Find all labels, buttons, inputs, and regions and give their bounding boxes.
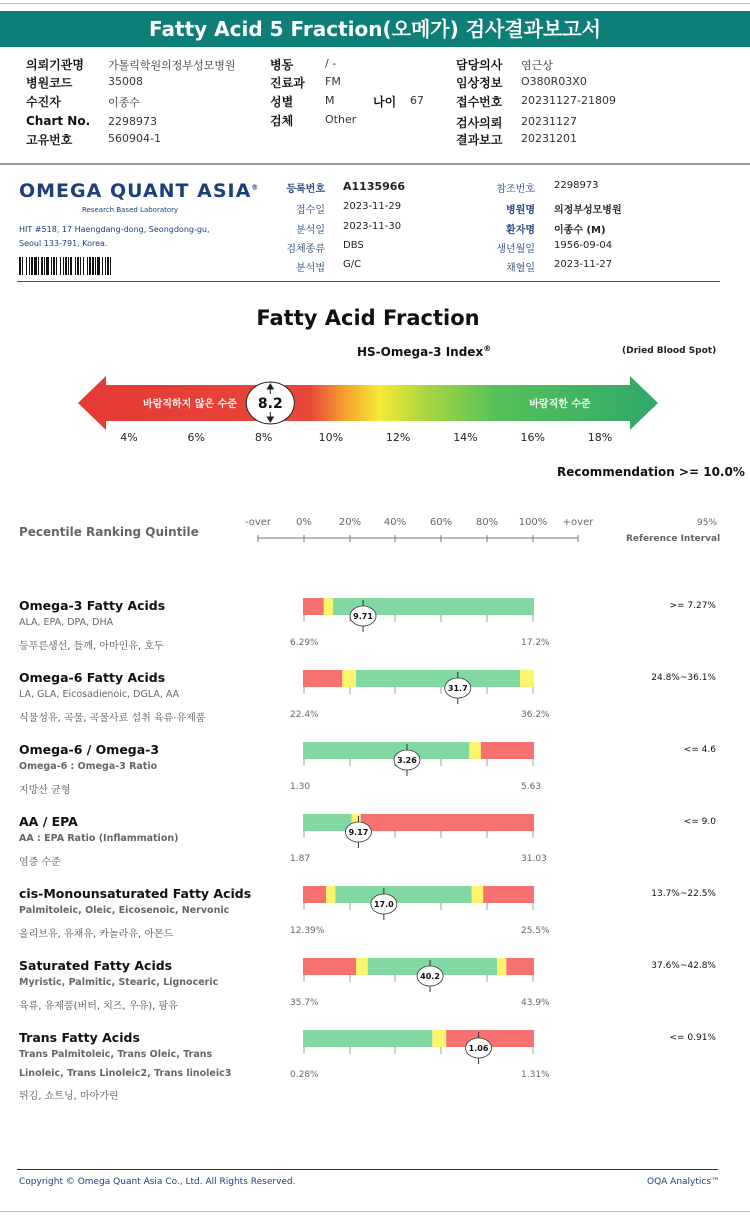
header-right-label: 접수번호 [456,95,503,109]
bar-segment [326,886,335,903]
lab-right-value: 2298973 [554,180,599,191]
row-reference-range: >= 7.27% [669,601,716,611]
row-reference-range: 24.8%~36.1% [651,673,716,683]
header-left-value: 가톨릭학원의정부성모병원 [108,59,236,72]
value-label: 9.17 [348,828,369,837]
row-max: 17.2% [521,638,550,648]
row-min: 1.87 [290,854,311,864]
row-reference-range: <= 9.0 [683,817,716,827]
lab-mid-value: DBS [343,240,364,251]
percentile-label: 100% [518,517,548,528]
lab-right-label: 참조번호 [496,184,535,195]
header-left-label: 병원코드 [26,76,73,90]
row-food-sources: 지방산 균형 [19,785,71,796]
row-min: 1.30 [290,782,311,792]
header-right-value: 염근상 [521,59,553,72]
header-left-label: Chart No. [26,114,91,128]
row-subtitle: AA : EPA Ratio (Inflammation) [19,833,179,844]
copyright: Copyright © Omega Quant Asia Co., Ltd. All Rights Reserved. [19,1177,296,1187]
row-reference-range: <= 0.91% [669,1033,716,1043]
scale-tick-label: 8% [254,431,273,444]
row-max: 1.31% [521,1070,550,1080]
header-right-label: 검사의뢰 [456,116,503,130]
header-right-label: 결과보고 [456,133,503,147]
value-label: 3.26 [397,756,417,765]
percentile-label: 0% [296,517,312,528]
row-reference-range: 37.6%~42.8% [651,961,716,971]
row-subtitle: Myristic, Palmitic, Stearic, Lignoceric [19,977,219,988]
oqa-analytics-brand: OQA Analytics™ [647,1177,721,1187]
bar-segment [481,742,534,759]
sample-type: (Dried Blood Spot) [622,346,717,356]
desirable-level-label: 바람직한 수준 [529,399,591,410]
recommendation: Recommendation >= 10.0% [557,465,745,479]
bar-segment [497,958,506,975]
row-subtitle: Omega-6 : Omega-3 Ratio [19,761,158,772]
header-mid-value: / - [325,57,337,70]
row-max: 25.5% [521,926,550,936]
header-right-label: 임상정보 [456,76,503,90]
scale-tick-label: 6% [187,431,205,444]
scale-tick-label: 14% [453,431,478,444]
row-max: 36.2% [521,710,550,720]
omega-quant-logo: OMEGA QUANT ASIA® [19,180,260,202]
index-value-marker [246,382,294,424]
bar-segment [303,814,352,831]
header-right-value: 20231127 [521,115,577,128]
lab-right-value: 2023-11-27 [554,259,613,270]
row-title: Omega-6 Fatty Acids [19,670,166,685]
row-food-sources: 등푸른생선, 들깨, 아마인유, 호두 [19,641,164,652]
row-title: Omega-3 Fatty Acids [19,598,166,613]
value-label: 1.06 [468,1044,489,1053]
value-label: 40.2 [420,972,440,981]
bar-segment [483,886,534,903]
lab-mid-value: G/C [343,259,362,270]
row-max: 31.03 [521,854,547,864]
lab-address-line1: HIT #518, 17 Haengdang-dong, Seongdong-gu, [19,225,210,234]
row-food-sources: 염증 수준 [19,857,61,868]
value-label: 9.71 [353,612,373,621]
lab-right-value: 1956-09-04 [554,240,613,251]
lab-mid-value: 2023-11-29 [343,201,402,212]
header-left-label: 의뢰기관명 [26,58,84,72]
header-divider [0,163,750,165]
value-label: 17.0 [373,900,394,909]
row-food-sources: 튀김, 쇼트닝, 마아가린 [19,1091,119,1102]
row-max: 43.9% [521,998,550,1008]
header-left-value: 2298973 [108,115,157,128]
lab-mid-label: 등록번호 [286,184,325,195]
percentile-label: -over [244,517,272,528]
scale-tick-label: 12% [385,431,411,444]
lab-mid-label: 분석일 [296,225,325,236]
hs-omega3-index-title: HS-Omega-3 Index® [357,344,492,359]
percentile-label: 80% [475,517,499,528]
lab-mid-label: 접수일 [296,205,325,216]
row-title: cis-Monounsaturated Fatty Acids [19,886,252,901]
header-left-value: 35008 [108,75,143,88]
barcode [19,257,151,275]
header-left-label: 수진자 [26,95,61,109]
info-divider [17,281,720,282]
percentile-label: 20% [338,517,362,528]
lab-right-label: 채혈일 [506,263,535,274]
percentile-label: 60% [429,517,453,528]
header-right-value: 20231127-21809 [521,94,616,107]
row-subtitle: Trans Palmitoleic, Trans Oleic, Trans [19,1049,213,1060]
bar-segment [469,742,481,759]
footer-divider [17,1169,718,1170]
lab-right-label: 생년월일 [496,244,535,255]
reference-percent: 95% [697,518,718,528]
bar-segment [303,742,469,759]
scale-tick-label: 4% [120,431,138,444]
report-title: Fatty Acid 5 Fraction(오메가) 검사결과보고서 [0,11,750,47]
top-divider [0,3,750,4]
bar-segment [303,1030,432,1047]
row-bar [303,1028,536,1074]
row-bar [303,740,536,786]
bar-segment [324,598,333,615]
reference-interval-label: Reference Interval [626,534,721,544]
lab-address-line2: Seoul 133-791, Korea. [19,239,108,248]
row-min: 6.29% [290,638,319,648]
header-left-value: 이종수 [108,96,140,109]
header-mid-value: Other [325,113,357,126]
age-value: 67 [410,94,424,107]
age-label: 나이 [373,95,397,109]
lab-right-label: 병원명 [506,205,535,216]
row-subtitle-2: Linoleic, Trans Linoleic2, Trans linoleic3 [19,1068,232,1079]
row-title: AA / EPA [19,814,78,829]
row-reference-range: 13.7%~22.5% [651,889,716,899]
lab-mid-value: A1135966 [343,180,406,193]
header-left-value: 560904-1 [108,132,161,145]
row-min: 35.7% [290,998,319,1008]
percentile-axis [256,534,580,544]
bar-segment [342,670,356,687]
header-mid-value: FM [325,75,341,88]
row-bar [303,956,536,1002]
row-bar [303,596,536,642]
lab-mid-label: 분석법 [296,263,325,274]
bar-segment [361,814,534,831]
row-food-sources: 식물성유, 곡물, 곡물사료 섭취 육류·유제품 [19,713,206,724]
header-mid-label: 검체 [270,114,294,128]
bottom-divider [0,1211,750,1212]
value-label: 31.7 [447,684,468,693]
row-reference-range: <= 4.6 [683,745,716,755]
bar-segment [335,886,471,903]
omega3-index-arrow [78,376,658,430]
scale-tick-label: 16% [520,431,545,444]
index-value: 8.2 [257,396,283,412]
lab-mid-value: 2023-11-30 [343,221,402,232]
header-left-label: 고유번호 [26,133,73,147]
header-mid-label: 성별 [270,95,294,109]
bar-segment [303,958,356,975]
lab-right-label: 환자명 [506,225,535,236]
row-bar [303,884,536,930]
row-bar [303,812,536,858]
scale-tick-label: 10% [318,431,344,444]
header-mid-label: 진료과 [270,76,305,90]
header-mid-value: M [325,94,335,107]
logo-subtitle: Research Based Laboratory [82,206,179,214]
row-food-sources: 올리브유, 유채유, 카놀라유, 아몬드 [19,929,174,940]
lab-right-value: 의정부성모병원 [554,205,622,216]
row-bar [303,668,536,714]
lab-right-value: 이종수 (M) [554,225,606,236]
row-food-sources: 육류, 유제품(버터, 치즈, 우유), 팜유 [19,1001,178,1012]
scale-tick-label: 18% [587,431,613,444]
bar-segment [356,958,368,975]
row-min: 12.39% [290,926,325,936]
row-min: 22.4% [290,710,319,720]
header-right-label: 담당의사 [456,58,503,72]
header-mid-label: 병동 [270,58,294,72]
percentile-label: +over [562,517,594,528]
bar-segment [303,670,342,687]
row-subtitle: LA, GLA, Eicosadienoic, DGLA, AA [19,689,180,700]
row-title: Omega-6 / Omega-3 [19,742,160,757]
lab-mid-label: 검체종류 [286,244,325,255]
row-title: Saturated Fatty Acids [19,958,173,973]
row-title: Trans Fatty Acids [19,1030,140,1045]
percentile-title: Pecentile Ranking Quintile [19,525,199,539]
header-right-value: 20231201 [521,132,577,145]
bar-segment [432,1030,446,1047]
row-min: 0.28% [290,1070,319,1080]
fatty-acid-fraction-title: Fatty Acid Fraction [256,306,480,330]
header-right-value: O380R03X0 [521,75,587,88]
bar-segment [303,598,324,615]
bar-segment [520,670,534,687]
bar-segment [506,958,534,975]
bar-segment [472,886,484,903]
row-max: 5.63 [521,782,542,792]
row-subtitle: Palmitoleic, Oleic, Eicosenoic, Nervonic [19,905,230,916]
bar-segment [356,670,520,687]
percentile-label: 40% [383,517,407,528]
row-subtitle: ALA, EPA, DPA, DHA [19,617,114,628]
bar-segment [303,886,326,903]
undesirable-level-label: 바람직하지 않은 수준 [143,399,237,410]
